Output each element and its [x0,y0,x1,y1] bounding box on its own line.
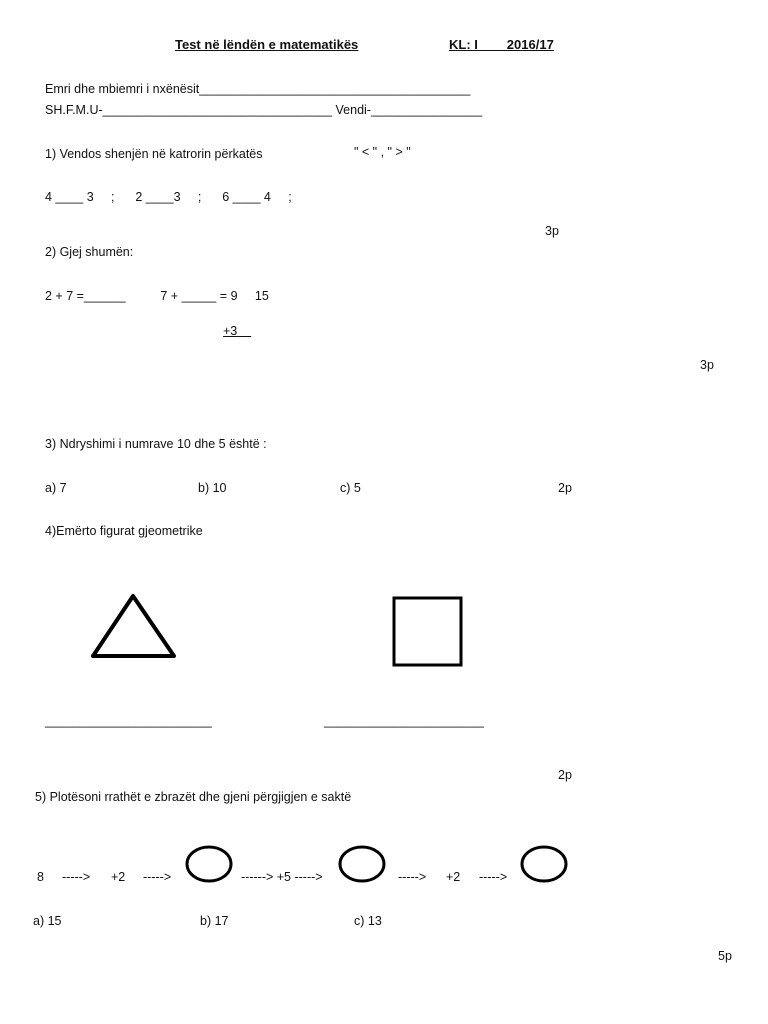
q5-op-1: +2 [111,870,126,884]
triangle-shape [93,596,174,656]
q1-signs: " < " , " > " [354,145,411,159]
q3-option-a[interactable]: a) 7 [45,481,67,495]
empty-circle-3[interactable] [522,847,566,881]
q2-text: 2) Gjej shumën: [45,245,134,259]
q5-option-c[interactable]: c) 13 [354,914,382,928]
q3-points: 2p [558,481,572,495]
q5-op-3: +2 [446,870,461,884]
student-name-line[interactable]: Emri dhe mbiemri i nxënësit_______________________________________ [45,82,471,96]
q5-option-a[interactable]: a) 15 [33,914,62,928]
q5-arrow-2: -----> [143,870,172,884]
q5-points: 5p [718,949,732,963]
q4-blank-square[interactable]: _______________________ [324,714,484,728]
q5-start: 8 [37,870,44,884]
q1-items[interactable]: 4 ____ 3 ; 2 ____3 ; 6 ____ 4 ; [45,190,292,204]
q5-arrow-3: -----> [398,870,427,884]
q4-text: 4)Emërto figurat gjeometrike [45,524,203,538]
q2-items[interactable]: 2 + 7 =______ 7 + _____ = 9 15 [45,289,269,303]
q5-arrow-4: -----> [479,870,508,884]
q5-option-b[interactable]: b) 17 [200,914,229,928]
q4-blank-triangle[interactable]: ________________________ [45,714,212,728]
q5-arrow-1: -----> [62,870,91,884]
empty-circle-1[interactable] [187,847,231,881]
q3-text: 3) Ndryshimi i numrave 10 dhe 5 është : [45,437,267,451]
q3-option-b[interactable]: b) 10 [198,481,227,495]
empty-circle-2[interactable] [340,847,384,881]
school-line[interactable]: SH.F.M.U-_________________________________ Vendi-________________ [45,103,483,117]
class-label: KL: I____2016/17 [449,37,554,52]
q3-option-c[interactable]: c) 5 [340,481,361,495]
q1-text: 1) Vendos shenjën në katrorin përkatës [45,147,263,161]
q2-extra-value: +3 [223,324,238,338]
q1-points: 3p [545,224,559,238]
q2-points: 3p [700,358,714,372]
q5-text: 5) Plotësoni rrathët e zbrazët dhe gjeni përgjigjen e saktë [35,790,352,804]
q4-points: 2p [558,768,572,782]
q5-step-2: ------> +5 -----> [241,870,323,884]
square-shape [394,598,461,665]
page-title: Test në lëndën e matematikës [175,37,359,52]
